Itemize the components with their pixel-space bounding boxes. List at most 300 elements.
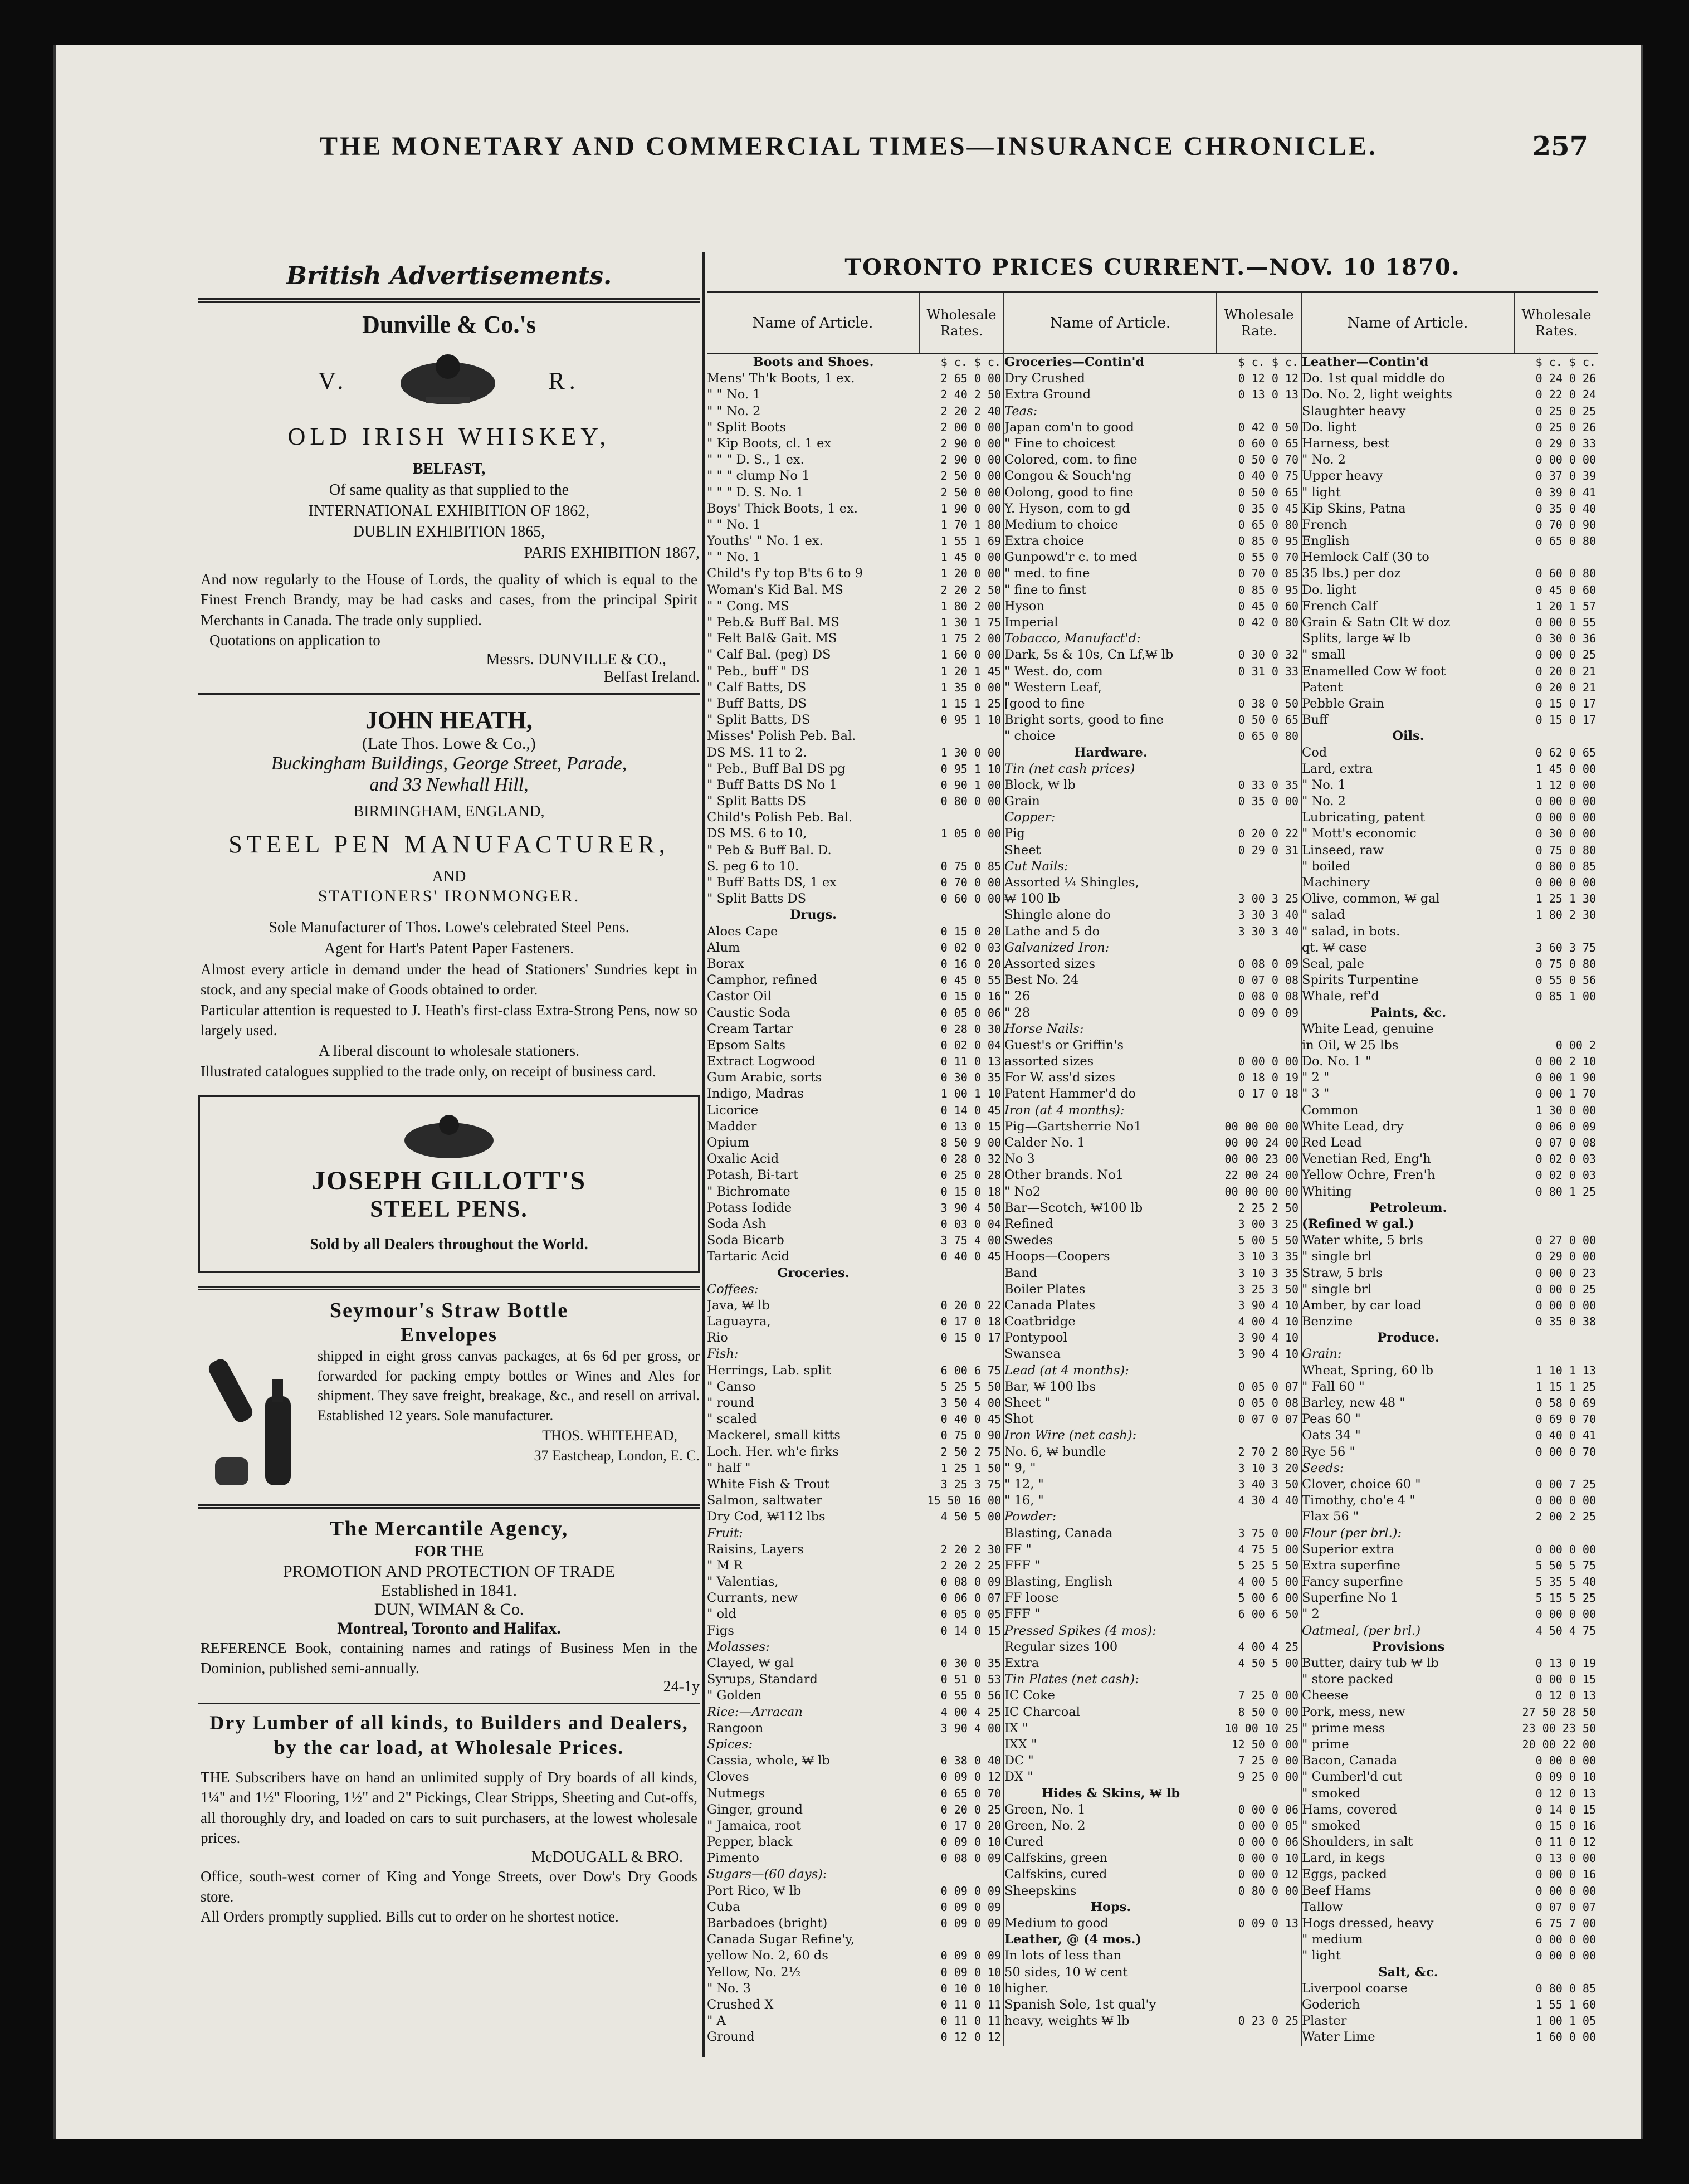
rate-value: 0 39 0 41 bbox=[1535, 485, 1596, 499]
rate-value: 0 50 0 65 bbox=[1238, 713, 1299, 727]
price-row bbox=[1302, 452, 1598, 468]
article-name: Iron Wire (net cash): bbox=[1004, 1428, 1137, 1443]
rate-value: 0 13 0 00 bbox=[1535, 1851, 1596, 1865]
rate-value: 1 90 0 00 bbox=[940, 501, 1001, 515]
rate-value: 0 05 0 07 bbox=[1238, 1379, 1299, 1393]
rate-value bbox=[920, 728, 1003, 744]
rate-value: 3 30 3 40 bbox=[1238, 924, 1299, 938]
rate-value: 0 65 0 80 bbox=[1238, 729, 1299, 743]
category-heading bbox=[1302, 1639, 1598, 1655]
price-row bbox=[1004, 1623, 1301, 1639]
price-row bbox=[707, 1249, 1003, 1265]
price-row bbox=[707, 1493, 1003, 1509]
article-name: Alum bbox=[707, 940, 740, 955]
price-row bbox=[707, 1964, 1003, 1981]
article-name: 35 lbs.) per doz bbox=[1302, 566, 1401, 581]
rate-value bbox=[920, 1525, 1003, 1542]
price-row bbox=[1004, 468, 1301, 484]
price-row bbox=[707, 826, 1003, 842]
article-name: " small bbox=[1302, 647, 1346, 662]
rate-value: 0 29 0 00 bbox=[1535, 1250, 1596, 1264]
rate-value: 0 11 0 11 bbox=[940, 2014, 1001, 2028]
price-row bbox=[1302, 761, 1598, 777]
rate-value: 0 20 0 22 bbox=[1238, 827, 1299, 841]
price-row bbox=[1302, 1786, 1598, 1802]
price-row bbox=[1004, 1639, 1301, 1655]
article-name: (Refined ₩ gal.) bbox=[1302, 1216, 1414, 1231]
article-name: Boots and Shoes. bbox=[753, 355, 874, 369]
price-row bbox=[1004, 1232, 1301, 1249]
rate-value: 0 28 0 30 bbox=[940, 1022, 1001, 1036]
coat-of-arms-icon bbox=[393, 1113, 505, 1163]
article-name: " Split Batts DS bbox=[707, 794, 807, 809]
article-name: " Peb & Buff Bal. D. bbox=[707, 842, 832, 857]
price-row bbox=[1302, 1623, 1598, 1639]
price-row bbox=[1302, 924, 1598, 940]
rate-value bbox=[1217, 680, 1301, 696]
price-row bbox=[1302, 826, 1598, 842]
article-name: Peas 60 " bbox=[1302, 1412, 1361, 1427]
price-row bbox=[707, 1574, 1003, 1590]
price-row bbox=[1004, 859, 1301, 875]
rate-value: 1 10 1 13 bbox=[1535, 1363, 1596, 1377]
price-row bbox=[1302, 956, 1598, 972]
article-name: Assorted sizes bbox=[1004, 956, 1096, 971]
article-name: " round bbox=[707, 1396, 755, 1410]
rate-value: 0 35 0 45 bbox=[1238, 501, 1299, 515]
price-row bbox=[1004, 1298, 1301, 1314]
price-row bbox=[1004, 598, 1301, 615]
rate-value: 0 00 0 25 bbox=[1535, 1282, 1596, 1296]
rate-value bbox=[1217, 1103, 1301, 1119]
article-name: Extract Logwood bbox=[707, 1054, 816, 1069]
rate-value: 3 75 4 00 bbox=[940, 1234, 1001, 1247]
rate-value bbox=[1515, 728, 1598, 744]
price-row bbox=[707, 1314, 1003, 1330]
rate-value: 0 29 0 31 bbox=[1238, 843, 1299, 857]
article-name: Soda Ash bbox=[707, 1216, 767, 1231]
price-row bbox=[707, 1200, 1003, 1216]
article-name: Canada Plates bbox=[1004, 1298, 1096, 1313]
article-name: Rye 56 " bbox=[1302, 1444, 1355, 1459]
article-name: " Mott's economic bbox=[1302, 826, 1417, 841]
price-row bbox=[1302, 387, 1598, 403]
category-heading bbox=[707, 1265, 1003, 1281]
price-row bbox=[1004, 664, 1301, 680]
price-row bbox=[1004, 1021, 1301, 1037]
bottle-hand-icon bbox=[198, 1346, 310, 1496]
rate-value bbox=[1217, 761, 1301, 777]
price-row bbox=[1004, 1737, 1301, 1753]
article-name: Cod bbox=[1302, 745, 1327, 760]
article-name: Refined bbox=[1004, 1216, 1053, 1231]
price-column-3 bbox=[1302, 293, 1598, 2046]
article-name: IC Charcoal bbox=[1004, 1704, 1080, 1719]
rate-value: 0 00 0 00 bbox=[1535, 1754, 1596, 1768]
price-row bbox=[1004, 907, 1301, 923]
price-row bbox=[707, 1997, 1003, 2013]
price-row bbox=[1004, 1216, 1301, 1232]
article-name: Band bbox=[1004, 1265, 1037, 1280]
price-row bbox=[1004, 1818, 1301, 1834]
rate-value bbox=[1217, 1427, 1301, 1444]
article-name: White Lead, dry bbox=[1302, 1119, 1404, 1134]
price-row bbox=[1004, 1590, 1301, 1606]
price-row bbox=[1302, 1103, 1598, 1119]
rate-value: 4 30 4 40 bbox=[1238, 1494, 1299, 1508]
price-row bbox=[1302, 1216, 1598, 1232]
price-row bbox=[707, 956, 1003, 972]
article-name: Currants, new bbox=[707, 1591, 798, 1606]
rate-value: 1 20 1 45 bbox=[940, 664, 1001, 678]
price-row bbox=[707, 598, 1003, 615]
article-name: Potash, Bi-tart bbox=[707, 1168, 799, 1183]
price-row bbox=[707, 1216, 1003, 1232]
price-row bbox=[707, 1866, 1003, 1883]
rate-value: 0 00 0 00 bbox=[1535, 1494, 1596, 1508]
article-name: " " " D. S. No. 1 bbox=[707, 485, 804, 500]
rate-value bbox=[920, 1866, 1003, 1883]
rate-value: 0 12 0 13 bbox=[1535, 1689, 1596, 1703]
article-name: " M R bbox=[707, 1558, 743, 1573]
price-row bbox=[1004, 712, 1301, 728]
article-name: Shoulders, in salt bbox=[1302, 1835, 1413, 1850]
rate-value: 0 15 0 16 bbox=[940, 989, 1001, 1003]
article-name: Provisions bbox=[1371, 1639, 1445, 1654]
rate-value: 0 16 0 20 bbox=[940, 957, 1001, 971]
article-name: Tartaric Acid bbox=[707, 1249, 790, 1264]
article-name: Olive, common, ₩ gal bbox=[1302, 891, 1440, 906]
rate-value: 3 10 3 20 bbox=[1238, 1461, 1299, 1475]
price-row bbox=[707, 566, 1003, 582]
article-name: Sheepskins bbox=[1004, 1883, 1077, 1898]
article-name: higher. bbox=[1004, 1981, 1049, 1996]
article-name: No 3 bbox=[1004, 1152, 1035, 1167]
article-name: Calfskins, green bbox=[1004, 1851, 1108, 1866]
price-row bbox=[707, 1037, 1003, 1054]
rate-value: 1 30 1 75 bbox=[940, 616, 1001, 629]
rate-value: 0 00 1 90 bbox=[1535, 1071, 1596, 1085]
price-row bbox=[707, 1606, 1003, 1622]
price-row bbox=[1302, 501, 1598, 517]
rate-value: 2 00 2 25 bbox=[1535, 1510, 1596, 1524]
rate-value: 0 50 0 70 bbox=[1238, 453, 1299, 467]
rate-value: 1 45 0 00 bbox=[940, 550, 1001, 564]
article-name: Hides & Skins, ₩ lb bbox=[1041, 1786, 1180, 1801]
article-name: Do. No. 1 " bbox=[1302, 1054, 1371, 1069]
rate-value: 0 00 0 00 bbox=[1535, 1949, 1596, 1963]
category-heading bbox=[1302, 1964, 1598, 1981]
price-row bbox=[1302, 696, 1598, 712]
rate-value: 1 00 1 10 bbox=[940, 1087, 1001, 1101]
article-name: " single brl bbox=[1302, 1249, 1372, 1264]
rate-value: 3 90 4 50 bbox=[940, 1201, 1001, 1215]
article-name: Canada Sugar Refine'y, bbox=[707, 1932, 855, 1947]
price-row bbox=[707, 436, 1003, 452]
article-name: " medium bbox=[1302, 1932, 1363, 1947]
price-row bbox=[1004, 1493, 1301, 1509]
rate-value: 1 70 1 80 bbox=[940, 518, 1001, 532]
article-name: Whiting bbox=[1302, 1184, 1352, 1199]
article-name: Java, ₩ lb bbox=[707, 1298, 770, 1313]
price-row bbox=[1004, 566, 1301, 582]
column-header bbox=[1004, 293, 1301, 354]
rate-value: 0 00 0 25 bbox=[1535, 648, 1596, 662]
article-name: Figs bbox=[707, 1623, 734, 1638]
price-row bbox=[707, 1704, 1003, 1720]
dry-lumber-ad: Dry Lumber of all kinds, to Builders and Dealers, by the car load, at Wholesale Prices. THE Subscribers have on hand an unlimited supply of Dry boards of all kinds, 1¼" and 1½" Flooring, 1½" and 2" Pickings, Clear Stripps, Sheeting and Cut-offs, all thoroughly dry, and loaded on cars to suit purchasers, at the lowest wholesale prices. McDOUGALL & BRO. Office, south-west corner of King and Yonge Streets, over Dow's Dry Goods store. All Orders promptly supplied. Bills cut to order on he shortest notice. bbox=[201, 1712, 697, 1925]
price-row bbox=[707, 1981, 1003, 1997]
rate-value bbox=[920, 1737, 1003, 1753]
rate-value: 0 15 0 17 bbox=[1535, 713, 1596, 727]
price-row bbox=[707, 1818, 1003, 1834]
rate-value: 0 58 0 69 bbox=[1535, 1396, 1596, 1410]
article-name: " fine to finst bbox=[1004, 582, 1087, 597]
price-row bbox=[1302, 420, 1598, 436]
article-name: Fruit: bbox=[707, 1525, 743, 1540]
rate-value: 0 75 0 90 bbox=[940, 1429, 1001, 1442]
article-name: No. 6, ₩ bundle bbox=[1004, 1444, 1106, 1459]
article-name: Salt, &c. bbox=[1378, 1964, 1438, 1980]
article-name: Blasting, English bbox=[1004, 1574, 1112, 1590]
price-row bbox=[1302, 1802, 1598, 1818]
article-name: Gunpowd'r c. to med bbox=[1004, 550, 1138, 565]
price-row bbox=[1302, 1363, 1598, 1379]
price-row bbox=[1302, 1720, 1598, 1737]
article-name: FFF " bbox=[1004, 1607, 1041, 1622]
article-name: " " No. 1 bbox=[707, 387, 761, 402]
article-name: " Jamaica, root bbox=[707, 1818, 802, 1833]
article-name: Cloves bbox=[707, 1769, 749, 1785]
rate-value: 0 45 0 60 bbox=[1535, 583, 1596, 597]
price-row bbox=[1302, 468, 1598, 484]
rate-value bbox=[1515, 1639, 1598, 1655]
price-row bbox=[707, 403, 1003, 420]
price-row bbox=[1004, 875, 1301, 891]
price-row bbox=[1302, 972, 1598, 988]
price-row bbox=[1004, 582, 1301, 598]
price-row bbox=[1004, 1883, 1301, 1899]
price-row bbox=[707, 1444, 1003, 1460]
dunville-ad: Dunville & Co.'s V. R. OLD IRISH WHISKEY, BELFAST, Of same quality as that supplied to the INTERNATIONAL EXHIBITION OF 1862, DUBLIN EXHIBITION 1865, PARIS EXHIBITION 1867, And now regularly to the House of Lords, the quality of which is equal to the Finest French Brandy, may be had casks and cases, from the principal Spirit Merchants in Canada. The trade only supplied. Quotations on application to Messrs. DUNVILLE & CO., Belfast Ireland. bbox=[198, 310, 700, 686]
price-row bbox=[707, 1509, 1003, 1525]
price-row bbox=[1302, 582, 1598, 598]
price-row bbox=[707, 1639, 1003, 1655]
article-name: Teas: bbox=[1004, 403, 1038, 418]
price-row bbox=[707, 859, 1003, 875]
rate-value bbox=[1217, 1363, 1301, 1379]
article-name: Crushed X bbox=[707, 1997, 774, 2012]
rate-value: 0 14 0 15 bbox=[940, 1624, 1001, 1637]
rate-value: 2 20 2 40 bbox=[940, 404, 1001, 418]
article-name: " 16, " bbox=[1004, 1493, 1044, 1508]
rate-value: 0 75 0 80 bbox=[1535, 957, 1596, 971]
rate-value: 0 17 0 20 bbox=[940, 1819, 1001, 1832]
rate-value: 4 75 5 00 bbox=[1238, 1542, 1299, 1556]
article-name: Extra choice bbox=[1004, 534, 1085, 549]
price-row bbox=[1004, 1671, 1301, 1688]
rate-value: 0 25 0 25 bbox=[1535, 404, 1596, 418]
price-row bbox=[707, 1883, 1003, 1899]
rate-value: 2 50 0 00 bbox=[940, 469, 1001, 483]
rate-value: 0 51 0 53 bbox=[940, 1673, 1001, 1686]
price-row bbox=[1004, 436, 1301, 452]
price-row bbox=[1302, 1119, 1598, 1135]
article-name: Butter, dairy tub ₩ lb bbox=[1302, 1656, 1439, 1670]
advertisements-column bbox=[198, 251, 700, 2073]
article-name: White Fish & Trout bbox=[707, 1476, 830, 1491]
price-row bbox=[1004, 680, 1301, 696]
rate-value: 0 10 0 10 bbox=[940, 1981, 1001, 1995]
rate-value bbox=[1515, 1525, 1598, 1542]
price-row bbox=[1004, 1037, 1301, 1054]
article-name: Port Rico, ₩ lb bbox=[707, 1883, 802, 1898]
price-row bbox=[1004, 517, 1301, 533]
article-name: Oxalic Acid bbox=[707, 1152, 779, 1167]
rate-value: 1 25 1 30 bbox=[1535, 892, 1596, 906]
article-name: Straw, 5 brls bbox=[1302, 1265, 1383, 1280]
article-name: Sugars—(60 days): bbox=[707, 1867, 827, 1882]
price-row bbox=[1302, 1167, 1598, 1183]
masthead-title: THE MONETARY AND COMMERCIAL TIMES—INSURANCE CHRONICLE. bbox=[320, 131, 1378, 161]
article-name: Pig bbox=[1004, 826, 1025, 841]
rate-value: 23 00 23 50 bbox=[1522, 1721, 1596, 1735]
article-name: Superfine No 1 bbox=[1302, 1591, 1399, 1606]
rate-value: 0 11 0 11 bbox=[940, 1997, 1001, 2011]
article-name: " " No. 1 bbox=[707, 550, 761, 565]
rate-value: 1 15 1 25 bbox=[1535, 1379, 1596, 1393]
price-row bbox=[1302, 1444, 1598, 1460]
gillott-ad: JOSEPH GILLOTT'S STEEL PENS. Sold by all Dealers throughout the World. bbox=[198, 1095, 700, 1273]
rate-value: 0 00 0 16 bbox=[1535, 1868, 1596, 1881]
rate-value: 0 00 7 25 bbox=[1535, 1477, 1596, 1491]
rate-value bbox=[920, 907, 1003, 923]
article-name: Water white, 5 brls bbox=[1302, 1233, 1423, 1248]
category-heading bbox=[707, 354, 1003, 370]
article-name: " " " D. S., 1 ex. bbox=[707, 452, 804, 467]
article-name: Shot bbox=[1004, 1412, 1034, 1427]
article-name: " single brl bbox=[1302, 1281, 1372, 1296]
article-name: Misses' Polish Peb. Bal. bbox=[707, 729, 856, 744]
rate-value bbox=[1217, 403, 1301, 420]
rate-value: 0 75 0 80 bbox=[1535, 843, 1596, 857]
article-name: Pork, mess, new bbox=[1302, 1704, 1405, 1719]
rate-value: 2 20 2 25 bbox=[940, 1558, 1001, 1572]
article-name: Rangoon bbox=[707, 1720, 764, 1736]
rate-value: 0 60 0 65 bbox=[1238, 436, 1299, 450]
article-name: Indigo, Madras bbox=[707, 1086, 804, 1101]
newspaper-page bbox=[53, 45, 1643, 2139]
price-row bbox=[707, 549, 1003, 566]
price-column-2 bbox=[1004, 293, 1302, 2046]
article-name: Cheese bbox=[1302, 1688, 1349, 1703]
article-name: Guest's or Griffin's bbox=[1004, 1037, 1124, 1052]
rate-value: 0 09 0 09 bbox=[940, 1900, 1001, 1914]
rate-value: 0 85 0 95 bbox=[1238, 583, 1299, 597]
rate-value: 0 05 0 06 bbox=[940, 1006, 1001, 1020]
name-header: Name of Article. bbox=[707, 293, 920, 353]
rate-value bbox=[1515, 1021, 1598, 1037]
article-name: Lathe and 5 do bbox=[1004, 924, 1100, 939]
rate-value: 0 70 0 90 bbox=[1535, 518, 1596, 532]
rate-value: 5 50 5 75 bbox=[1535, 1558, 1596, 1572]
rate-value: 0 12 0 12 bbox=[940, 2030, 1001, 2044]
price-row bbox=[1302, 1866, 1598, 1883]
article-name: Medium to good bbox=[1004, 1916, 1109, 1930]
article-name: Opium bbox=[707, 1135, 749, 1150]
rate-value bbox=[1217, 1899, 1301, 1915]
article-name: " Split Boots bbox=[707, 420, 787, 435]
article-name: Castor Oil bbox=[707, 989, 772, 1004]
rate-value: 0 05 0 05 bbox=[940, 1607, 1001, 1621]
gillott-name: JOSEPH GILLOTT'S bbox=[311, 1166, 587, 1196]
rate-value: 0 12 0 13 bbox=[1535, 1786, 1596, 1800]
seymour-ad: Seymour's Straw Bottle Envelopes shipped in eight gross canvas packages, at 6s 6d per gross, or forwarded for packing empty bottles or Wines and Ales for shipment. They save freight, breakage, &c., and resell on arrival. Established 12 years. Sole manufacturer. THOS. WHITEHEAD, 37 Eastcheap, London, E. C. bbox=[198, 1298, 700, 1496]
article-name: Rice:—Arracan bbox=[707, 1704, 803, 1719]
price-row bbox=[707, 1720, 1003, 1737]
article-name: Lead (at 4 months): bbox=[1004, 1363, 1129, 1378]
article-name: Epsom Salts bbox=[707, 1037, 786, 1052]
article-name: Benzine bbox=[1302, 1314, 1353, 1329]
rate-value: 0 70 0 00 bbox=[940, 876, 1001, 889]
royal-arms-icon bbox=[392, 350, 504, 411]
rate-value bbox=[1217, 875, 1301, 891]
price-row bbox=[707, 1054, 1003, 1070]
rate-value bbox=[1515, 1330, 1598, 1346]
rate-value bbox=[1515, 924, 1598, 940]
article-name: Mens' Th'k Boots, 1 ex. bbox=[707, 371, 855, 386]
rate-value: 3 25 3 75 bbox=[940, 1477, 1001, 1491]
rate-value: 0 00 0 70 bbox=[1535, 1445, 1596, 1459]
article-name: Slaughter heavy bbox=[1302, 403, 1406, 418]
price-row bbox=[1004, 1330, 1301, 1346]
price-row bbox=[707, 1135, 1003, 1151]
rate-value bbox=[1217, 631, 1301, 647]
heath-name: JOHN HEATH, bbox=[365, 706, 533, 734]
rate-value bbox=[1217, 1932, 1301, 1948]
price-row bbox=[1302, 1070, 1598, 1086]
price-row bbox=[707, 664, 1003, 680]
article-name: Cassia, whole, ₩ lb bbox=[707, 1753, 830, 1768]
article-name: Splits, large ₩ lb bbox=[1302, 631, 1411, 646]
article-name: Green, No. 1 bbox=[1004, 1802, 1086, 1817]
category-heading bbox=[1004, 1786, 1301, 1802]
article-name: " West. do, com bbox=[1004, 664, 1103, 679]
article-name: Licorice bbox=[707, 1103, 759, 1118]
article-name: Oolong, good to fine bbox=[1004, 485, 1134, 500]
article-name: Cured bbox=[1004, 1835, 1044, 1850]
rate-value: 0 95 1 10 bbox=[940, 762, 1001, 776]
article-name: Shingle alone do bbox=[1004, 908, 1111, 923]
price-row bbox=[1302, 1395, 1598, 1411]
article-name: Hogs dressed, heavy bbox=[1302, 1916, 1434, 1930]
price-row bbox=[1004, 1964, 1301, 1981]
article-name: Aloes Cape bbox=[707, 924, 778, 939]
rate-value: 4 00 4 25 bbox=[940, 1705, 1001, 1719]
article-name: Groceries. bbox=[777, 1265, 850, 1280]
prices-current-section bbox=[707, 251, 1598, 2073]
article-name: Yellow Ochre, Fren'h bbox=[1302, 1168, 1436, 1183]
article-name: French bbox=[1302, 517, 1348, 532]
rate-value: 3 90 4 10 bbox=[1238, 1347, 1299, 1361]
price-row bbox=[1004, 988, 1301, 1005]
price-row bbox=[1004, 891, 1301, 907]
article-name: " " Cong. MS bbox=[707, 598, 789, 613]
article-name: " half " bbox=[707, 1460, 751, 1475]
price-row bbox=[1302, 1655, 1598, 1671]
rate-value: 0 17 0 18 bbox=[1238, 1087, 1299, 1101]
price-row bbox=[1302, 1834, 1598, 1850]
